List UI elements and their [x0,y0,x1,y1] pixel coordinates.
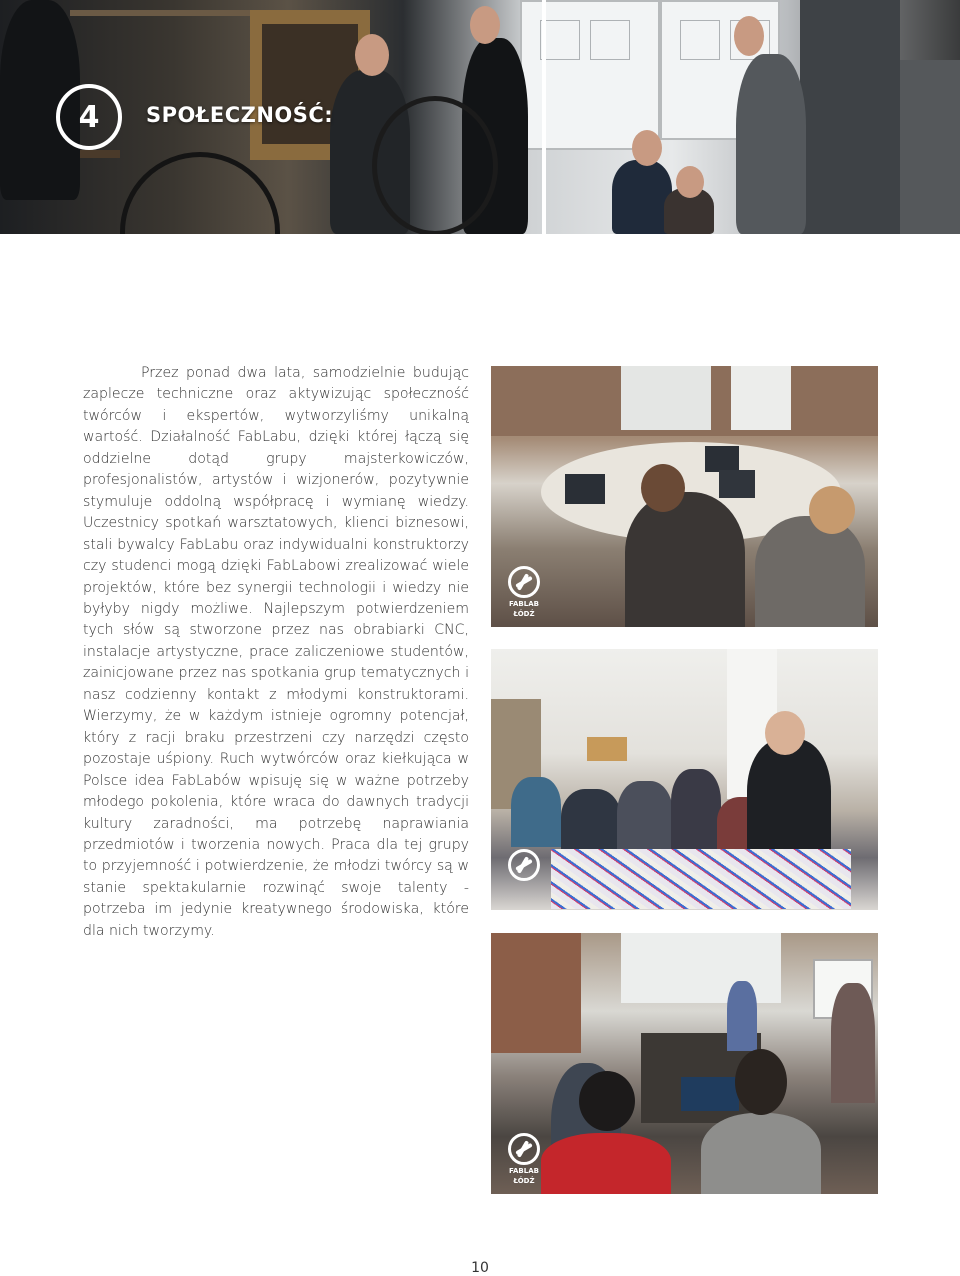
person-head [735,1049,787,1115]
person-head [734,16,764,56]
workshop-photo-1 [491,366,878,627]
laptop [705,446,739,472]
fablab-logo-text: FABLAB [509,1167,539,1175]
window [731,366,791,430]
section-title: SPOŁECZNOŚĆ: [146,103,334,127]
laptop [681,1077,739,1111]
person [701,1113,821,1194]
fablab-logo-icon [508,849,540,881]
fablab-lodz-logo [503,849,545,881]
person-head [355,34,389,76]
fablab-lodz-logo [503,566,545,618]
workbench [900,60,960,234]
child [671,769,721,849]
fablab-logo-city: ŁÓDŹ [513,610,535,618]
drawing-paper [551,849,851,909]
bicycle-wheel [372,96,498,234]
fablab-logo-text: FABLAB [509,600,539,608]
fablab-logo-icon [508,1133,540,1165]
bicycle-wheel [120,152,280,234]
person-head [809,486,855,534]
laptop [565,474,605,504]
photo-divider [542,0,546,234]
child [511,777,561,847]
drill-press [800,0,900,234]
section-number-badge [56,84,122,150]
window-pane [680,20,720,60]
person [831,983,875,1103]
workshop-photo-3 [491,933,878,1194]
person-head [641,464,685,512]
person [755,516,865,627]
box [587,737,627,761]
section-number: 4 [78,99,100,135]
brick-wall [491,933,581,1053]
person-head [579,1071,635,1131]
fablab-logo-city: ŁÓDŹ [513,1177,535,1185]
person-red-shirt [541,1133,671,1194]
person [727,981,757,1051]
fablab-lodz-logo [503,1133,545,1185]
window [621,933,781,1003]
person [625,492,745,627]
person [736,54,806,234]
person-head [632,130,662,166]
window-pane [590,20,630,60]
workshop-photo-2 [491,649,878,910]
article-body: Przez ponad dwa lata, samodzielnie budując zaplecze techniczne oraz aktywizując społeczność twórców i ekspertów, wytworzyliśmy unikalną wartość. Działalność FabLabu, dzięki której łączą się oddzielne dotąd grupy majsterkowiczów, profesjonalistów, artystów i wizjonerów, pozytywnie stymuluje oddolną współpracę i wymianę wiedzy. Uczestnicy spotkań warsztatowych, klienci biznesowi, stali bywalcy FabLabu oraz indywidualni konstruktorzy czy studenci mogą dzięki FabLabowi zrealizować wiele projektów, które bez synergii technologii i wiedzy nie byłyby nigdy możliwe. Najlepszym potwierdzeniem tych słów są stworzone przez nas obrabiarki CNC, instalacje artystyczne, prace zaliczeniowe studentów, zainicjowane przez nas spotkania grup tematycznych i nasz codzienny kontakt z młodymi konstruktorami. Wierzymy, że w każdym istnieje ogromny potencjał, który z racji braku przestrzeni czy narzędzi często pozostaje uśpiony. Ruch wytwórców oraz kiełkująca w Polsce idea FabLabów wpisuję się w ważne potrzeby młodego pokolenia, które wraca do dawnych tradycji kultury zaradności, ma potrzebę naprawiania przedmiotów i tworzenia nowych. Praca dla tej grupy to przyjemność i potwierdzenie, że młodzi twórcy są w stanie spektakularnie rozwinąć swoje talenty - potrzeba im jedynie kreatywnego środowiska, które dla nich tworzymy. [83,365,469,939]
header-banner-photo [0,0,960,234]
window [621,366,711,430]
window-pane [540,20,580,60]
person-head [765,711,805,755]
fablab-logo-icon [508,566,540,598]
laptop [719,470,755,498]
person [612,160,672,234]
page-number: 10 [471,1260,489,1276]
shelf [70,10,250,16]
person-head [676,166,704,198]
person-head [470,6,500,44]
